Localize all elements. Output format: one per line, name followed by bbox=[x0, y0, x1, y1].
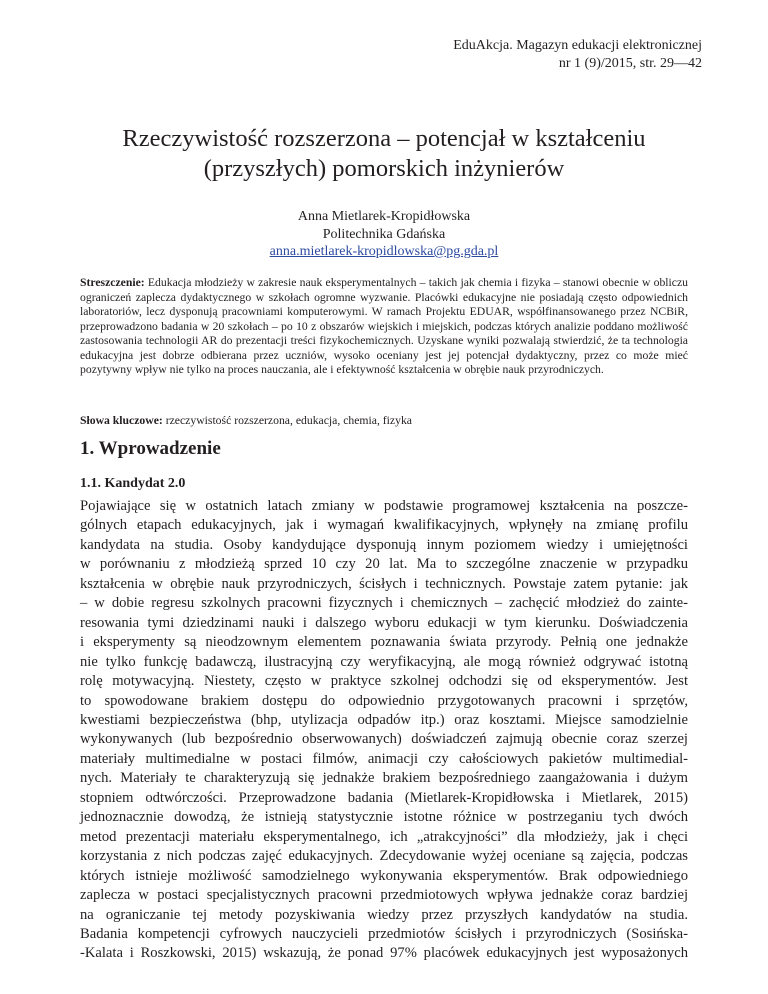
abstract bbox=[80, 276, 688, 378]
body-line: stopniem odtwórczości. Przeprowadzone badania (Mietlarek-Kropidłowska i Mietlarek, 2015) bbox=[80, 789, 688, 806]
body-line: – w dobie regresu szkolnych pracowni fizycznych i chemicznych – zachęcić młodzież do zainte- bbox=[80, 595, 688, 612]
body-line: Badania kompetencji cyfrowych nauczycieli przedmiotów ścisłych i przyrodniczych (Sosińska- bbox=[80, 925, 688, 942]
section-heading: 1. Wprowadzenie bbox=[80, 438, 221, 459]
body-line: których istnieje możliwość samodzielnego wykonywania eksperymentów. Brak odpowiedniego bbox=[80, 867, 688, 884]
article-title bbox=[60, 124, 708, 184]
author-email-link[interactable]: anna.mietlarek-kropidlowska@pg.gda.pl bbox=[269, 244, 499, 259]
body-line: -Kalata i Roszkowski, 2015) wskazują, że ponad 97% placówek edukacyjnych jest wyposażonych bbox=[80, 945, 688, 962]
body-line: nie tylko funkcję badawczą, ilustracyjną czy weryfikacyjną, ale mogą również odgrywać istotną bbox=[80, 653, 688, 670]
body-paragraph bbox=[80, 497, 688, 964]
body-line: metod prezentacji materiału eksperymentalnego, ich „atrakcyjności” dla młodzieży, jak i chęci bbox=[80, 828, 688, 845]
keywords-label: Słowa kluczowe: bbox=[80, 414, 163, 427]
body-line: kandydata na studia. Osoby kandydujące dysponują innym poziomem wiedzy i umiejętności bbox=[80, 536, 688, 553]
keywords bbox=[80, 414, 688, 429]
running-head bbox=[453, 37, 702, 73]
title-line-2: (przyszłych) pomorskich inżynierów bbox=[203, 155, 565, 182]
body-line: kształcenia w obrębie nauk przyrodniczych, ścisłych i technicznych. Powstaje zatem pytanie: jak bbox=[80, 575, 688, 592]
body-line: i eksperymenty są nieodzownym elementem poznawania świata przyrody. Pełnią one jednakże bbox=[80, 634, 688, 651]
body-line: gólnych etapach edukacyjnych, jak i wymagań kwalifikacyjnych, wpłynęły na zmianę profilu bbox=[80, 517, 688, 534]
body-line: wykonywanych (lub bezpośrednio obserwowanych) doświadczeń zajmują obecnie coraz szerzej bbox=[80, 731, 688, 748]
body-line: materiały multimedialne w postaci filmów, animacji czy całościowych pakietów multimedial- bbox=[80, 750, 688, 767]
body-line: resowania tymi dziedzinami nauki i dalszego wyboru edukacji w tym kierunku. Doświadczenia bbox=[80, 614, 688, 631]
body-line: rolę motywacyjną. Niestety, często w praktyce szkolnej odchodzi się od eksperymentów. Jest bbox=[80, 673, 688, 690]
subsection-heading: 1.1. Kandydat 2.0 bbox=[80, 476, 186, 491]
body-line: to spowodowane brakiem dostępu do odpowiednio przygotowanych pracowni i sprzętów, bbox=[80, 692, 688, 709]
body-line: korzystania z nich podczas zajęć edukacyjnych. Zdecydowanie wyżej oceniane są zajęcia, podczas bbox=[80, 848, 688, 865]
keywords-text: rzeczywistość rozszerzona, edukacja, chemia, fizyka bbox=[165, 414, 412, 427]
journal-name: EduAkcja. Magazyn edukacji elektronicznej bbox=[453, 38, 702, 53]
body-line: w porównaniu z młodzieżą sprzed 10 czy 20 lat. Ma to szczególne znaczenie w przypadku bbox=[80, 556, 688, 573]
author-affiliation: Politechnika Gdańska bbox=[322, 226, 446, 242]
abstract-text: Edukacja młodzieży w zakresie nauk eksperymentalnych – takich jak chemia i fizyka – stanowi obecnie w obliczu ograniczeń zaplecza dydaktycznego w szkołach ogromne wyzwanie. Placówki edukacyjne nie posiadają często odpowiednich laboratoriów, lecz dysponują pracowniami komputerowymi. W ramach Projektu EDUAR, współfinansowanego przez NCBiR, przeprowadzono badania w 20 szkołach – po 10 z obszarów wiejskich i miejskich, podczas których analizie poddano możliwość zastosowania technologii AR do prezentacji treści fizykochemicznych. Uzyskane wyniki pozwalają stwierdzić, że ta technologia edukacyjna jest dobrze odbierana przez uczniów, wysoko oceniany jest jej potencjał dydaktyczny, przez co może mieć pozytywny wpływ nie tylko na proces nauczania, ale i efektywność kształcenia w obrębie nauk przyrodniczych. bbox=[80, 276, 688, 376]
body-line: na ograniczanie tej metody pozyskiwania wiedzy przez przyszłych kandydatów na studia. bbox=[80, 906, 688, 923]
body-line: jednoznacznie dowodzą, że istnieją statystycznie istotne różnice w postrzeganiu tych dwóch bbox=[80, 809, 688, 826]
title-line-1: Rzeczywistość rozszerzona – potencjał w kształceniu bbox=[122, 125, 646, 152]
abstract-label: Streszczenie: bbox=[80, 276, 145, 289]
issue-info: nr 1 (9)/2015, str. 29—42 bbox=[558, 56, 702, 71]
body-line: Pojawiające się w ostatnich latach zmiany w podstawie programowej kształcenia na poszcze- bbox=[80, 498, 688, 514]
body-line: nych. Materiały te charakteryzują się jednakże brakiem bezpośredniego zaangażowania i dużym bbox=[80, 770, 688, 787]
author-block bbox=[60, 208, 708, 261]
body-line: zaplecza w postaci specjalistycznych pracowni przedmiotowych wpływa jednakże coraz bardziej bbox=[80, 887, 688, 904]
author-name: Anna Mietlarek-Kropidłowska bbox=[297, 209, 471, 224]
body-line: kwestiami bezpieczeństwa (bhp, utylizacja odpadów itp.) oraz kosztami. Miejsce samodzielnie bbox=[80, 711, 688, 728]
